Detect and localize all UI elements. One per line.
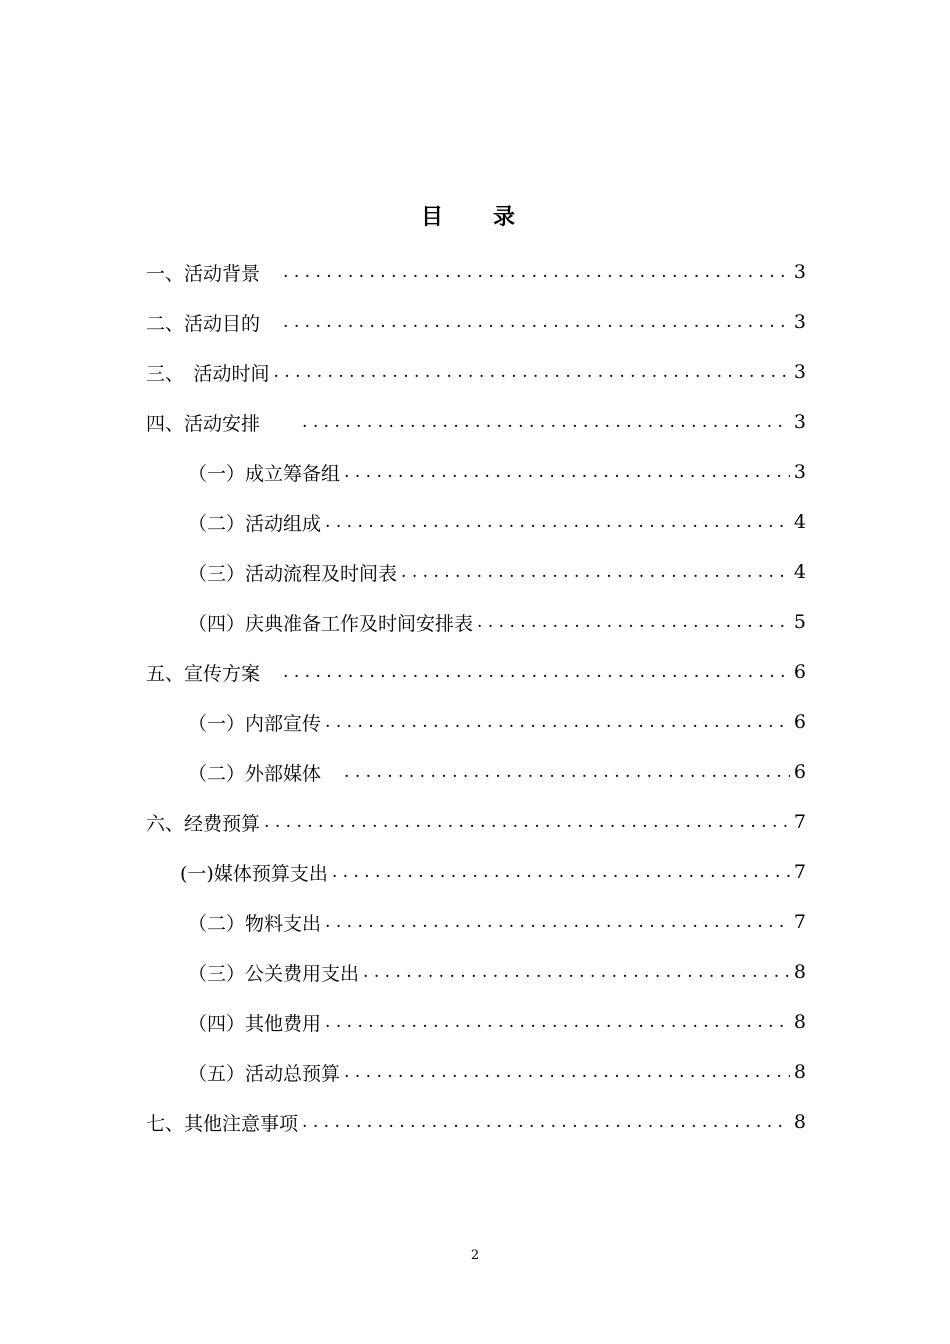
toc-subentry[interactable] [146,447,806,497]
toc-entry-page: 8 [793,1111,806,1133]
dot-leader [344,1062,790,1082]
toc-entry-label: (一)媒体预算支出 [180,862,328,885]
toc-entry-label: （五）活动总预算 [188,1062,341,1085]
toc-entry-page: 4 [793,511,806,533]
toc-entry-page: 7 [793,861,806,883]
dot-leader [264,812,790,832]
dot-leader [283,662,790,682]
dot-leader [325,1012,790,1032]
toc-subentry[interactable] [146,497,806,547]
toc-subentry[interactable] [146,597,806,647]
page-number: 2 [470,1248,480,1263]
toc-entry-page: 7 [793,811,806,833]
dot-leader [302,1112,790,1132]
toc-entry-label: （四）庆典准备工作及时间安排表 [188,612,474,635]
toc-entry-label: （三）公关费用支出 [188,962,360,985]
toc-entry-label: 四、活动安排 [146,412,299,435]
toc-entry-page: 8 [793,961,806,983]
toc-entry-label: （一）内部宣传 [188,712,322,735]
toc-entry-page: 3 [793,261,806,283]
toc-entry-label: （二）活动组成 [188,512,322,535]
toc-entry-page: 3 [793,361,806,383]
toc-entry-label: 三、 活动时间 [146,362,270,385]
dot-leader [477,612,790,632]
toc-entry-page: 6 [793,661,806,683]
toc-entry-label: （三）活动流程及时间表 [188,562,398,585]
toc-entry-page: 3 [793,461,806,483]
toc-entry-label: （一）成立筹备组 [188,462,341,485]
toc-entry-page: 7 [793,911,806,933]
dot-leader [283,262,790,282]
toc-entry-page: 6 [793,711,806,733]
toc-entry-label: 一、活动背景 [146,262,280,285]
toc-entry-label: 五、宣传方案 [146,662,280,685]
toc-entry-label: 二、活动目的 [146,312,280,335]
toc-subentry[interactable] [146,847,806,897]
toc-entry[interactable] [146,297,806,347]
dot-leader [325,912,790,932]
dot-leader [325,512,790,532]
toc-entry-page: 8 [793,1061,806,1083]
dot-leader [363,962,790,982]
toc-subentry[interactable] [146,997,806,1047]
toc-subentry[interactable] [146,1047,806,1097]
toc-entry-page: 4 [793,561,806,583]
toc-subentry[interactable] [146,897,806,947]
toc-entry[interactable] [146,397,806,447]
table-of-contents [146,247,806,1147]
toc-entry[interactable] [146,247,806,297]
toc-entry[interactable] [146,647,806,697]
dot-leader [401,562,790,582]
toc-entry-page: 6 [793,761,806,783]
dot-leader [302,412,790,432]
toc-entry-page: 3 [793,411,806,433]
toc-entry-label: （四）其他费用 [188,1012,322,1035]
dot-leader [344,762,790,782]
dot-leader [274,362,790,382]
toc-entry-page: 5 [793,611,806,633]
toc-entry-label: 六、经费预算 [146,812,261,835]
toc-entry[interactable] [146,797,806,847]
dot-leader [325,712,790,732]
dot-leader [332,862,790,882]
toc-entry-page: 8 [793,1011,806,1033]
toc-title: 目 录 [420,205,529,230]
toc-entry-label: 七、其他注意事项 [146,1112,299,1135]
toc-entry[interactable] [146,347,806,397]
toc-subentry[interactable] [146,697,806,747]
dot-leader [344,462,790,482]
toc-entry[interactable] [146,1097,806,1147]
dot-leader [283,312,790,332]
toc-entry-label: （二）外部媒体 [188,762,341,785]
toc-subentry[interactable] [146,547,806,597]
toc-entry-page: 3 [793,311,806,333]
toc-subentry[interactable] [146,947,806,997]
toc-subentry[interactable] [146,747,806,797]
toc-entry-label: （二）物料支出 [188,912,322,935]
